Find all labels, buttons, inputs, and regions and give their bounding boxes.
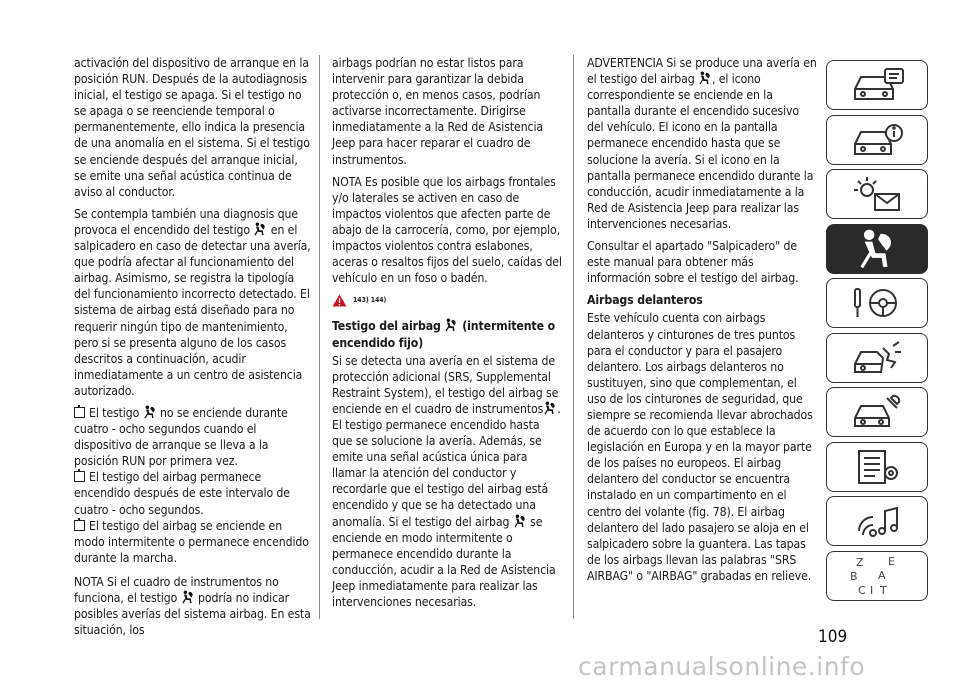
tab-multimedia[interactable] xyxy=(826,496,928,546)
bullet-item-2 xyxy=(74,469,312,517)
bullet-icon xyxy=(74,520,85,531)
warning-light-message-icon xyxy=(847,174,907,214)
svg-text:B: B xyxy=(850,569,858,583)
paragraph-note-impacts: NOTA Es posible que los airbags frontales y/o laterales se activen en caso de impactos violentos que afecten parte de abajo de la carrocería, como, por ejemplo, impactos violentos contra eslabones, aceras o resaltos fijos del suelo, caídas del vehículo en un foso o badén. xyxy=(332,174,562,286)
column-divider xyxy=(319,55,320,619)
text-column-3 xyxy=(587,55,817,590)
tab-index[interactable] xyxy=(826,551,928,601)
paragraph-text: Se contempla también una diagnosis que provoca el encendido del testigo xyxy=(74,206,298,237)
tab-warning-lights[interactable] xyxy=(826,169,928,219)
paragraph-advertencia xyxy=(587,55,817,232)
paragraph-text: ADVERTENCIA Si se produce una avería en el testigo del airbag xyxy=(587,56,817,87)
tab-maintenance[interactable] xyxy=(826,387,928,437)
bullet-text: no se enciende durante cuatro - ocho segundos cuando el dispositivo de arranque se lleva a la posición RUN por primera vez. xyxy=(74,405,288,469)
paragraph-diagnosis xyxy=(74,206,312,399)
multimedia-icon xyxy=(847,501,907,541)
paragraph-airbags-ready: airbags podrían no estar listos para intervenir para garantizar la debida protección o, en menos casos, podrían activarse incorrectamente. Dirigirse inmediatamente a la Red de Asistencia Jeep para hacer reparar el cuadro de instrumentos. xyxy=(332,56,544,167)
paragraph-consult: Consultar el apartado "Salpicadero" de este manual para obtener más información sobre el testigo del airbag. xyxy=(587,239,799,286)
car-info-icon xyxy=(847,120,907,160)
tab-emergency[interactable] xyxy=(826,333,928,383)
car-dashboard-icon xyxy=(847,65,907,105)
warning-reference-numbers: 143) 144) xyxy=(353,296,387,305)
paragraph-text: podría no indicar posibles averías del sistema airbag. En esta situación, los xyxy=(74,591,311,638)
section-heading-airbag-light xyxy=(332,318,562,350)
airbag-warning-icon xyxy=(513,514,527,528)
tab-technical-data[interactable] xyxy=(826,442,928,492)
bullet-icon xyxy=(74,471,85,482)
airbag-warning-icon xyxy=(444,318,458,332)
svg-text:T: T xyxy=(880,583,887,597)
heading-text: (intermitente o encendido fijo) xyxy=(332,319,556,350)
paragraph-text: Si se detecta una avería en el sistema de protección adicional (SRS, Supplemental Restraint System), el testigo del airbag se enciende en el cuadro de instrumentos xyxy=(332,353,559,416)
tab-car-dashboard[interactable] xyxy=(826,60,928,110)
tab-starting-driving[interactable] xyxy=(826,278,928,328)
svg-text:I: I xyxy=(870,583,874,597)
svg-text:A: A xyxy=(878,568,886,582)
warning-reference xyxy=(332,292,562,308)
text-column-1 xyxy=(74,55,312,644)
section-heading-front-airbags: Airbags delanteros xyxy=(587,293,703,308)
airbag-warning-icon xyxy=(143,405,157,419)
tab-safety-active[interactable] xyxy=(826,224,928,274)
bullet-text: El testigo del airbag permanece encendido después de este intervalo de cuatro - ocho segundos. xyxy=(74,470,290,517)
paragraph-text: . El testigo permanece encendido hasta que se solucione la avería. Además, se emite una señal acústica única para llamar la atención del conductor y recordarle que el testigo del airbag está encendido y que se ha detectado una anomalía. Si el testigo del airbag xyxy=(332,401,561,529)
bullet-text: El testigo del airbag se enciende en modo intermitente o permanece encendido durante la marcha. xyxy=(74,518,309,565)
airbag-warning-icon xyxy=(698,71,712,85)
warning-triangle-icon xyxy=(332,294,347,307)
text-column-2 xyxy=(332,55,562,616)
tab-car-info[interactable] xyxy=(826,115,928,165)
airbag-warning-icon xyxy=(253,222,267,236)
paragraph-note-instruments xyxy=(74,574,312,638)
paragraph-front-airbags: Este vehículo cuenta con airbags delanteros y cinturones de tres puntos para el conductor y para el pasajero delantero. Los airbags delanteros no sustituyen, sino que complementan, el uso de los cinturones de seguridad, que siempre se recomienda llevar abrochados de acuerdo con lo que establece la legislación en Europa y en la mayor parte de los países no europeos. El airbag delantero del conductor se encuentra instalado en un compartimento en el centro del volante (fig. 78). El airbag delantero del lado pasajero se aloja en el salpicadero sobre la guantera. Las tapas de los airbags llevan las palabras "SRS AIRBAG" o "AIRBAG" grabadas en relieve. xyxy=(587,311,813,583)
paragraph-text: en el salpicadero en caso de detectar una avería, que podría afectar al funcionamiento del airbag. Asimismo, se registra la tipología del funcionamiento incorrecto detectado. El sistema de airbag está diseñado para no requerir ningún tipo de mantenimiento, pero si se presenta alguno de los casos descritos a continuación, acudir inmediatamente a un centro de asistencia autorizado. xyxy=(74,222,311,398)
alphabetical-index-icon xyxy=(842,554,912,598)
page-number: 109 xyxy=(818,627,848,647)
technical-data-list-icon xyxy=(847,447,907,487)
bullet-item-1 xyxy=(74,405,312,469)
bullet-text: El testigo xyxy=(89,405,140,420)
airbag-warning-icon xyxy=(181,590,195,604)
column-divider xyxy=(573,55,574,619)
airbag-warning-icon xyxy=(543,401,557,415)
paragraph-srs-fault xyxy=(332,353,562,611)
paragraph-text: NOTA Si el cuadro de instrumentos no funciona, el testigo xyxy=(74,574,279,605)
maintenance-wrench-icon xyxy=(847,392,907,432)
heading-text: Testigo del airbag xyxy=(332,319,441,334)
svg-text:E: E xyxy=(888,554,895,568)
paragraph-text: , el icono correspondiente se enciende en la pantalla durante el encendido sucesivo del vehículo. El icono en la pantalla permanece encendido hasta que se solucione la avería. Si el icono en la pantalla permanece encendido durante la conducción, acudir inmediatamente a la Red de Asistencia Jeep para realizar las intervenciones necesarias. xyxy=(587,72,814,231)
chapter-tabs xyxy=(826,60,930,605)
paragraph-text: se enciende en modo intermitente o permanece encendido durante la conducción, acudir a la Red de Asistencia Jeep inmediatamente para realizar las intervenciones necesarias. xyxy=(332,514,556,609)
svg-text:C: C xyxy=(858,583,866,597)
paragraph-activation: activación del dispositivo de arranque en la posición RUN. Después de la autodiagnosis inicial, el testigo se apaga. Si el testigo no se apaga o se reenciende temporal o permanentemente, ello indica la presencia de una anomalía en el sistema. Si el testigo se enciende después del arranque inicial, se emite una señal acústica continua de aviso al conductor. xyxy=(74,56,310,199)
watermark: carmanualsonline.info xyxy=(578,652,866,681)
steering-wheel-key-icon xyxy=(847,283,907,323)
bullet-icon xyxy=(74,407,85,418)
car-crash-icon xyxy=(847,338,907,378)
bullet-item-3 xyxy=(74,518,312,566)
airbag-seat-icon xyxy=(852,228,902,270)
svg-text:Z: Z xyxy=(856,555,864,569)
